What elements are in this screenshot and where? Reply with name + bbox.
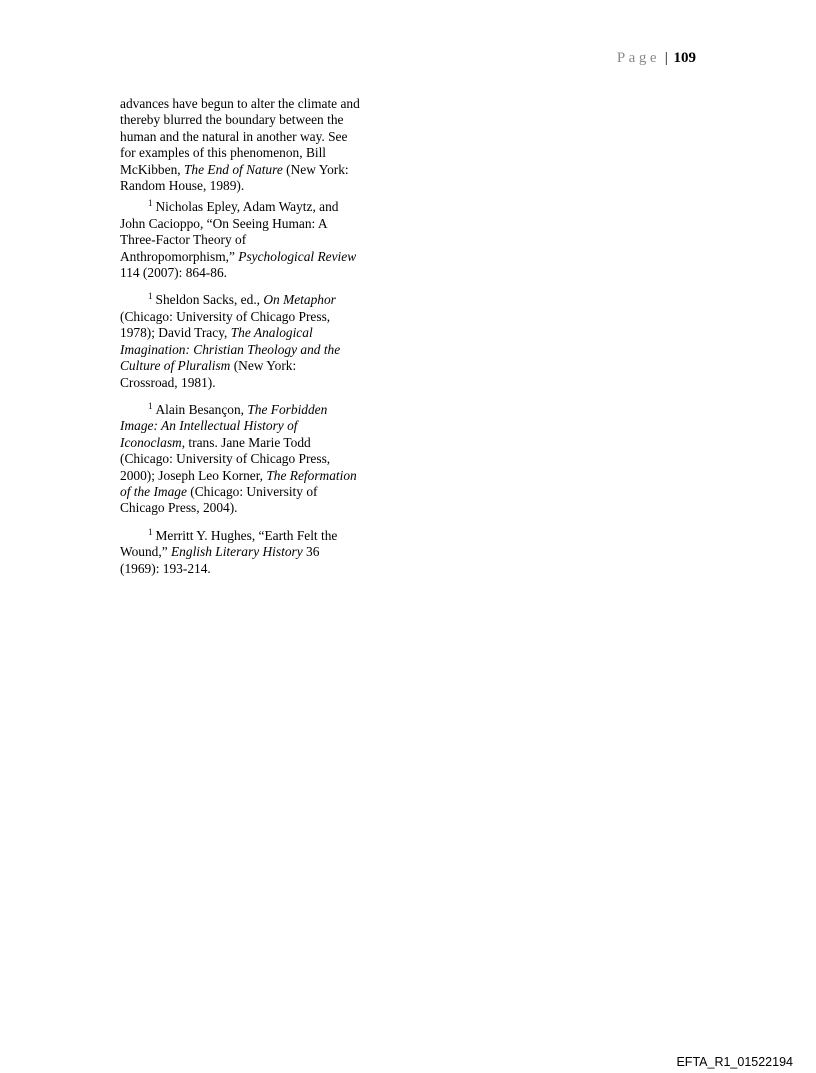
footnote-line: John Cacioppo, “On Seeing Human: A <box>120 215 328 231</box>
footnote-text: 2000); Joseph Leo Korner, <box>120 467 267 483</box>
footnote-line <box>120 484 317 499</box>
footnote-line: thereby blurred the boundary between the <box>120 112 344 128</box>
footnote-line: (Chicago: University of Chicago Press, <box>120 308 331 324</box>
footnote-line: Three-Factor Theory of <box>120 232 247 248</box>
footnote-reference-mark: 1 <box>148 291 153 302</box>
footnote-text: Wound,” <box>120 544 171 560</box>
page-header <box>617 49 696 67</box>
footnote <box>120 528 388 577</box>
footnote-title-italic: Iconoclasm <box>120 434 182 450</box>
footnote-title-italic: The Forbidden <box>247 401 328 417</box>
footnote-title-italic: English Literary History <box>171 544 303 560</box>
page-separator: | <box>664 50 668 66</box>
footnote <box>120 292 388 390</box>
footnote <box>120 402 388 517</box>
footnote-line: (Chicago: University of Chicago Press, <box>120 451 331 467</box>
footnote-title-italic: The Analogical <box>230 325 313 341</box>
footnote-text: (New York: <box>230 358 297 374</box>
footnote-reference-mark: 1 <box>148 198 153 209</box>
footnote-line: advances have begun to alter the climate and <box>120 96 360 111</box>
page-label: Page <box>616 50 660 66</box>
footnote-text: Anthropomorphism,” <box>120 248 239 264</box>
footnote-line <box>120 418 298 433</box>
footnote-reference-mark: 1 <box>148 526 153 537</box>
footnote-text: Sheldon Sacks, ed., <box>155 292 264 308</box>
footnote-reference-mark: 1 <box>148 400 153 411</box>
footnote-continuation <box>120 96 388 194</box>
bates-number: EFTA_R1_01522194 <box>676 1055 793 1069</box>
footnote-title-italic: Culture of Pluralism <box>120 358 231 374</box>
footnote-line: (1969): 193-214. <box>120 560 211 576</box>
footnote-line: Nicholas Epley, Adam Waytz, and <box>155 199 339 215</box>
footnote-line: for examples of this phenomenon, Bill <box>120 145 327 161</box>
footnotes-column <box>120 96 388 588</box>
footnote-title-italic: The Reformation <box>266 467 357 483</box>
footnote-title-italic: Imagination: Christian Theology and the <box>120 341 341 357</box>
footnote-title-italic: of the Image <box>120 483 187 499</box>
footnote-text: (New York: <box>282 161 349 177</box>
footnote-line <box>156 292 336 307</box>
footnote-line <box>120 342 340 357</box>
footnote-title-italic: On Metaphor <box>263 292 336 308</box>
footnote-title-italic: The End of Nature <box>183 161 283 177</box>
footnote-text: (Chicago: University of <box>186 483 318 499</box>
footnote-line <box>156 402 328 417</box>
footnote-text: , trans. Jane Marie Todd <box>181 434 311 450</box>
footnote-line: 114 (2007): 864-86. <box>120 265 227 281</box>
footnote-line <box>120 358 296 373</box>
footnote-text: 1978); David Tracy, <box>120 325 231 341</box>
footnote-text: McKibben, <box>120 161 184 177</box>
footnote-line <box>120 249 356 264</box>
footnote-title-italic: Image: An Intellectual History of <box>120 418 298 434</box>
footnote-line <box>120 435 311 450</box>
footnote-line <box>120 468 357 483</box>
footnote-line <box>120 162 349 177</box>
footnote-line: human and the natural in another way. See <box>120 128 348 144</box>
footnote-line <box>120 544 319 559</box>
footnote-title-italic: Psychological Review <box>238 248 357 264</box>
footnote-line <box>120 325 313 340</box>
footnote-line: Merritt Y. Hughes, “Earth Felt the <box>155 527 338 543</box>
footnote-line: Crossroad, 1981). <box>120 374 216 390</box>
footnote-line: Chicago Press, 2004). <box>120 500 238 516</box>
footnote-text: Alain Besançon, <box>155 401 248 417</box>
footnote-text: 36 <box>302 544 320 560</box>
page-number: 109 <box>673 50 696 66</box>
footnote-line: Random House, 1989). <box>120 178 245 194</box>
footnote <box>120 199 388 281</box>
